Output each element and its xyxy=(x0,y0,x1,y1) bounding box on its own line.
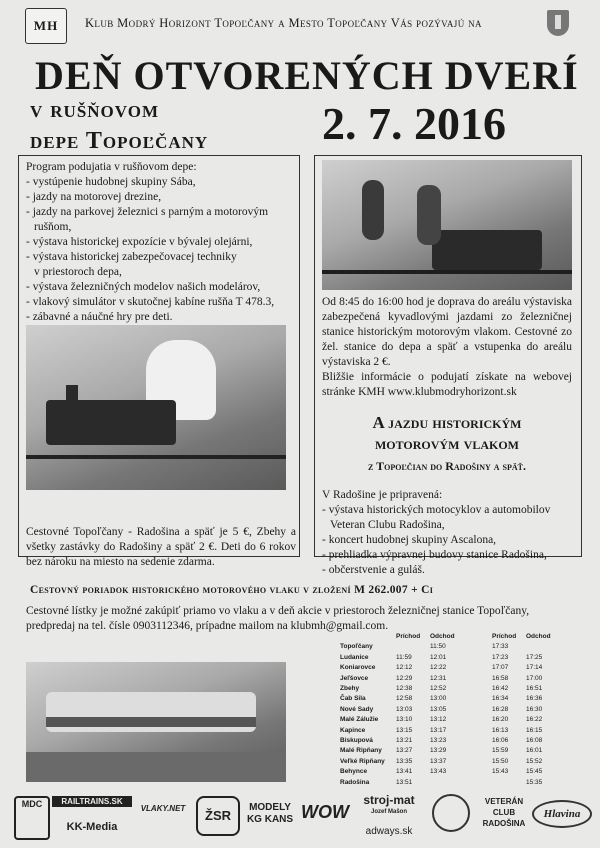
table-row xyxy=(338,746,558,756)
table-row xyxy=(338,674,558,684)
radosina-item: - občerstvenie a guláš. xyxy=(322,564,425,576)
time-cell: 17:23 xyxy=(492,653,509,661)
time-cell: 12:31 xyxy=(430,674,447,682)
program-list xyxy=(26,160,296,325)
veteran-logo-text-2: CLUB xyxy=(492,808,516,817)
time-cell: 17:33 xyxy=(492,643,509,651)
radosina-item: - výstava historických motocyklov a automobilov xyxy=(322,504,551,516)
time-cell: 13:51 xyxy=(396,778,413,786)
timetable xyxy=(338,632,558,788)
time-cell: 13:29 xyxy=(430,747,447,755)
time-cell: 17:14 xyxy=(526,664,543,672)
station-name: Topoľčany xyxy=(340,643,373,651)
program-item: v priestoroch depa, xyxy=(34,266,122,278)
time-cell: 15:59 xyxy=(492,747,509,755)
subtitle-line-2: depe Topoľčany xyxy=(30,128,209,154)
program-item: - výstava historickej expozície v bývalej olejárni, xyxy=(26,236,253,248)
kmh-logo: MH xyxy=(25,8,67,44)
station-name: Jeľšovce xyxy=(340,674,369,682)
table-row xyxy=(338,642,558,652)
shuttle-info xyxy=(322,295,572,400)
time-cell: 11:50 xyxy=(430,643,446,651)
time-cell: 16:13 xyxy=(492,726,509,734)
time-cell: 13:21 xyxy=(396,737,413,745)
vlaky-net-logo-text: VLAKY.NET xyxy=(140,804,186,813)
time-cell: 13:37 xyxy=(430,757,447,765)
time-cell: 16:22 xyxy=(526,716,543,724)
table-row xyxy=(338,757,558,767)
table-row xyxy=(338,663,558,673)
time-cell: 13:23 xyxy=(430,737,447,745)
modely-logo-text: MODELY xyxy=(249,802,291,813)
time-cell: 16:06 xyxy=(492,737,509,745)
ticket-price-info: Cestovné Topoľčany - Radošina a späť je 5 €, Zbehy a všetky zastávky do Radošiny a späť 2 €. Deti do 6 rokov bez nároku na miesto na sedenie zdarma. xyxy=(26,526,296,568)
time-cell: 13:05 xyxy=(430,705,447,713)
time-cell: 13:03 xyxy=(396,705,413,713)
time-cell: 17:25 xyxy=(526,653,543,661)
radosina-item: - prehliadka výpravnej budovy stanice Radošina, xyxy=(322,549,547,561)
hlavina-logo xyxy=(532,800,592,828)
time-cell xyxy=(394,642,428,652)
table-row xyxy=(338,694,558,704)
zsr-logo xyxy=(196,796,240,836)
time-cell: 13:15 xyxy=(396,726,413,734)
station-name: Malé Ripňany xyxy=(340,747,382,755)
time-cell: 15:35 xyxy=(526,778,543,786)
photo-historic-motor-train xyxy=(26,662,286,782)
veteran-logo-text-1: VETERÁN xyxy=(484,797,524,806)
time-cell: 11:59 xyxy=(396,653,412,661)
sponsors-footer xyxy=(0,790,600,848)
time-cell xyxy=(524,642,558,652)
time-cell: 12:12 xyxy=(396,664,413,672)
invitation-line: Klub Modrý Horizont Topoľčany a Mesto Topoľčany Vás pozývajú na xyxy=(85,16,482,30)
time-cell: 16:01 xyxy=(526,747,543,755)
ticket-purchase-note: Cestovné lístky je možné zakúpiť priamo vo vlaku a v deň akcie v priestoroch železničnej stanice Topoľčany, predpredaj na tel. čísle 0903112346, prípadne mailom na klubmh@gmail.com. xyxy=(26,605,530,632)
station-name: Nové Sady xyxy=(340,705,374,713)
station-name: Kapince xyxy=(340,726,366,734)
railtrains-logo-text: RAILTRAINS.SK xyxy=(52,796,132,807)
time-cell: 12:22 xyxy=(430,664,447,672)
radosina-intro: V Radošine je pripravená: xyxy=(322,489,443,501)
kk-media-logo-text: KK-Media xyxy=(66,821,118,833)
time-cell: 16:58 xyxy=(492,674,509,682)
time-cell: 13:12 xyxy=(430,716,447,724)
time-cell: 13:17 xyxy=(430,726,447,734)
time-cell: 12:38 xyxy=(396,685,413,693)
station-name: Koniarovce xyxy=(340,664,376,672)
wow-logo-text: WOW xyxy=(301,802,349,822)
table-row xyxy=(338,767,558,777)
veteran-logo-text-3: RADOŠINA xyxy=(482,819,526,828)
timetable-header-arrival: Príchod xyxy=(396,633,421,640)
time-cell: 12:29 xyxy=(396,674,413,682)
time-cell: 15:52 xyxy=(526,757,543,765)
table-row xyxy=(338,715,558,725)
time-cell: 12:58 xyxy=(396,695,413,703)
timetable-header-arrival: Príchod xyxy=(492,633,517,640)
event-date: 2. 7. 2016 xyxy=(322,98,506,149)
time-cell: 16:51 xyxy=(526,685,543,693)
station-name: Radošina xyxy=(340,778,370,786)
kg-kans-logo-text: KG KANS xyxy=(246,814,294,825)
veteran-club-logo xyxy=(476,796,532,829)
time-cell: 13:35 xyxy=(396,757,413,765)
adways-logo-text: adways.sk xyxy=(365,826,413,837)
time-cell xyxy=(428,778,462,788)
time-cell: 12:01 xyxy=(430,653,447,661)
railtrains-logo xyxy=(52,796,132,833)
photo-mascot-locomotive xyxy=(26,325,286,490)
headline-historic-train xyxy=(322,412,572,454)
time-cell: 16:30 xyxy=(526,705,543,713)
strojmat-logo xyxy=(354,794,424,838)
subtitle-line-1: v rušňovom xyxy=(30,97,159,123)
table-row xyxy=(338,653,558,663)
table-row xyxy=(338,736,558,746)
time-cell: 15:45 xyxy=(526,768,543,776)
time-cell: 16:15 xyxy=(526,726,543,734)
station-name: Biskupová xyxy=(340,737,373,745)
program-item: - výstava historickej zabezpečovacej techniky xyxy=(26,251,237,263)
time-cell: 13:10 xyxy=(396,716,413,724)
table-row xyxy=(338,705,558,715)
time-cell: 16:36 xyxy=(526,695,543,703)
time-cell: 13:00 xyxy=(430,695,447,703)
program-item: - vystúpenie hudobnej skupiny Sába, xyxy=(26,176,196,188)
railway-emblem-icon xyxy=(432,794,470,832)
program-item: - vlakový simulátor v skutočnej kabíne rušňa T 478.3, xyxy=(26,296,275,308)
time-cell: 16:28 xyxy=(492,705,509,713)
program-item: - výstava železničných modelov našich modelárov, xyxy=(26,281,261,293)
timetable-header-row xyxy=(338,632,558,642)
shuttle-info-text: Od 8:45 do 16:00 hod je doprava do areálu výstaviska zabezpečená kyvadlovými jazdami zo železničnej stanice historickým motorovým vlakom. Cestovné zo žel. stanice do depa a späť a vstupenka do areálu výstaviska 2 €. xyxy=(322,296,572,368)
hlavina-logo-text: Hlavina xyxy=(543,808,581,820)
headline-line-1: A jazdu historickým xyxy=(372,413,522,432)
wow-logo xyxy=(300,802,350,823)
mdc-logo xyxy=(14,796,50,840)
time-cell xyxy=(490,778,524,788)
timetable-header-departure: Odchod xyxy=(526,633,551,640)
headline-line-2: motorovým vlakom xyxy=(374,434,520,453)
page-title: DEŇ OTVORENÝCH DVERÍ xyxy=(35,53,579,98)
shuttle-info-web: Bližšie informácie o podujatí získate na webovej stránke KMH www.klubmodryhorizont.sk xyxy=(322,371,572,398)
time-cell: 15:43 xyxy=(492,768,509,776)
time-cell: 15:50 xyxy=(492,757,509,765)
program-item: rušňom, xyxy=(34,221,72,233)
timetable-header-station xyxy=(338,632,394,642)
modely-kg-kans-logo xyxy=(244,802,296,826)
time-cell: 12:52 xyxy=(430,685,447,693)
program-item: - jazdy na motorovej drezine, xyxy=(26,191,162,203)
radosina-program xyxy=(322,488,578,578)
radosina-item: - koncert hudobnej skupiny Ascalona, xyxy=(322,534,497,546)
time-cell: 17:07 xyxy=(492,664,509,672)
headline-route: z Topoľčian do Radošiny a späť. xyxy=(367,459,527,473)
zsr-logo-text: ŽSR xyxy=(205,808,231,823)
town-crest-icon xyxy=(547,10,569,36)
program-item: - zábavné a náučné hry pre deti. xyxy=(26,311,173,323)
station-name: Zbehy xyxy=(340,685,360,693)
time-cell: 16:34 xyxy=(492,695,509,703)
time-cell: 16:08 xyxy=(526,737,543,745)
strojmat-logo-text: stroj-mat xyxy=(363,793,415,807)
radosina-item: Veteran Clubu Radošina, xyxy=(330,519,445,531)
table-row xyxy=(338,726,558,736)
strojmat-sub-text: Jozef Mašon xyxy=(370,809,407,815)
time-cell: 16:20 xyxy=(492,716,509,724)
program-item: - jazdy na parkovej železnici s parným a motorovým xyxy=(26,206,269,218)
program-intro: Program podujatia v rušňovom depe: xyxy=(26,161,197,173)
station-name: Ludanice xyxy=(340,653,369,661)
table-row xyxy=(338,778,558,788)
time-cell: 16:42 xyxy=(492,685,509,693)
vlaky-net-logo xyxy=(138,804,188,813)
station-name: Behynce xyxy=(340,768,368,776)
station-name: Malé Zálužie xyxy=(340,716,379,724)
table-row xyxy=(338,684,558,694)
station-name: Veľké Ripňany xyxy=(340,757,385,765)
time-cell: 13:43 xyxy=(430,768,447,776)
station-name: Čab Sila xyxy=(340,695,366,703)
timetable-header-departure: Odchod xyxy=(430,633,455,640)
timetable-heading: Cestovný poriadok historického motorového vlaku v zložení M 262.007 + Ci xyxy=(30,584,434,596)
photo-park-railway-riders xyxy=(322,160,572,290)
time-cell: 13:27 xyxy=(396,747,413,755)
mdc-logo-text: MDC xyxy=(21,799,43,809)
time-cell: 17:00 xyxy=(526,674,543,682)
time-cell: 13:41 xyxy=(396,768,413,776)
